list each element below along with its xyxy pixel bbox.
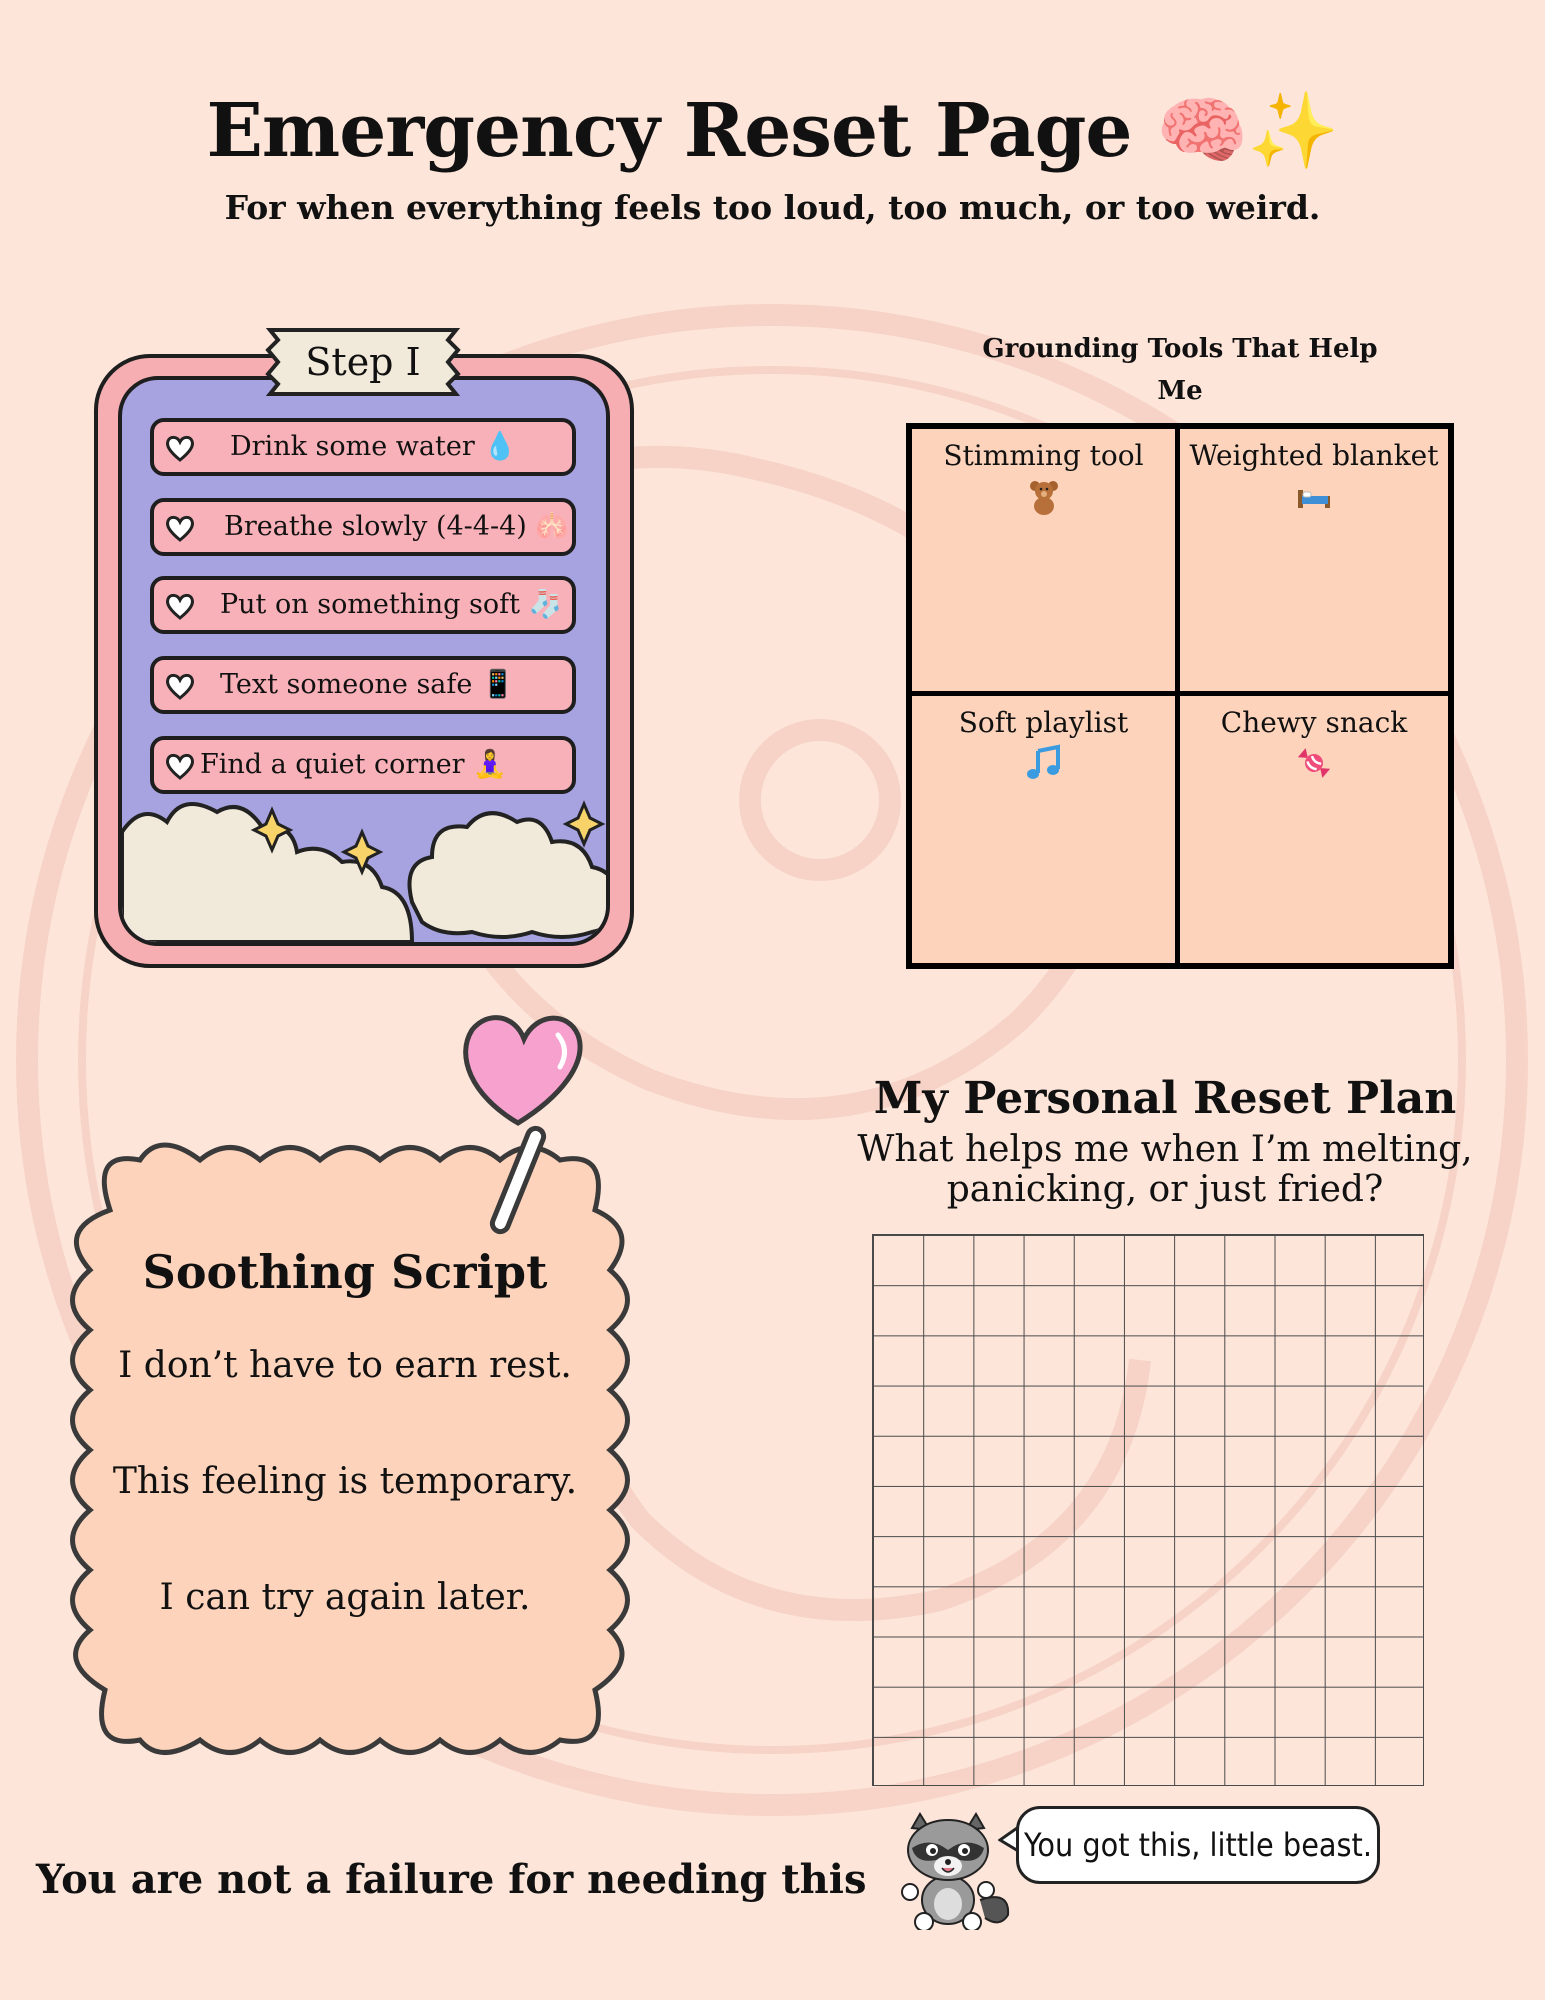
lollipop-decoration [460,1005,620,1235]
grounding-cell[interactable] [912,429,1180,696]
grounding-cell-label: Chewy snack [1220,706,1408,739]
soothing-line: I can try again later. [159,1577,531,1618]
heart-icon [164,512,196,544]
checklist-item-label: Drink some water 💧 [230,431,517,462]
checklist-item[interactable] [150,576,576,634]
speech-bubble: You got this, little beast. [1016,1806,1380,1884]
bed-icon [1294,476,1334,516]
reset-plan-writing-grid[interactable] [872,1234,1424,1786]
checklist-item[interactable] [150,656,576,714]
grounding-tools-title: Grounding Tools That Help Me [982,334,1378,406]
raccoon-mascot-icon [890,1810,1014,1930]
page-title: Emergency Reset Page 🧠✨ [206,88,1339,174]
grounding-cell-label: Weighted blanket [1189,439,1439,472]
checklist-item[interactable] [150,418,576,476]
grounding-cell[interactable] [1180,696,1448,963]
heart-icon [164,750,196,782]
teddy-bear-icon [1024,476,1064,516]
grounding-cell[interactable] [912,696,1180,963]
checklist-item-label: Breathe slowly (4-4-4) 🫁 [224,511,570,542]
candy-icon [1294,743,1334,783]
checklist-item[interactable] [150,498,576,556]
checklist-item-label: Put on something soft 🧦 [220,589,563,620]
step-label: Step I [305,340,421,384]
checklist-item-label: Find a quiet corner 🧘‍♀️ [200,749,507,780]
checklist-item[interactable] [150,736,576,794]
heart-icon [164,670,196,702]
grounding-cell[interactable] [1180,429,1448,696]
reset-plan-subtitle: What helps me when I’m melting, panicking, or just fried? [857,1129,1473,1210]
reset-plan-title: My Personal Reset Plan [873,1073,1457,1124]
page-subtitle: For when everything feels too loud, too much, or too weird. [224,188,1321,227]
grounding-cell-label: Soft playlist [958,706,1129,739]
soothing-line: I don’t have to earn rest. [118,1345,572,1386]
soothing-script-title: Soothing Script [142,1245,548,1299]
music-note-icon [1024,743,1064,783]
footer-message: You are not a failure for needing this [36,1856,867,1903]
checklist-item-label: Text someone safe 📱 [220,669,515,700]
heart-icon [164,432,196,464]
grounding-cell-label: Stimming tool [943,439,1144,472]
clouds-decoration [122,792,610,942]
grounding-tools-grid [906,423,1454,969]
soothing-line: This feeling is temporary. [112,1461,578,1502]
heart-icon [164,590,196,622]
